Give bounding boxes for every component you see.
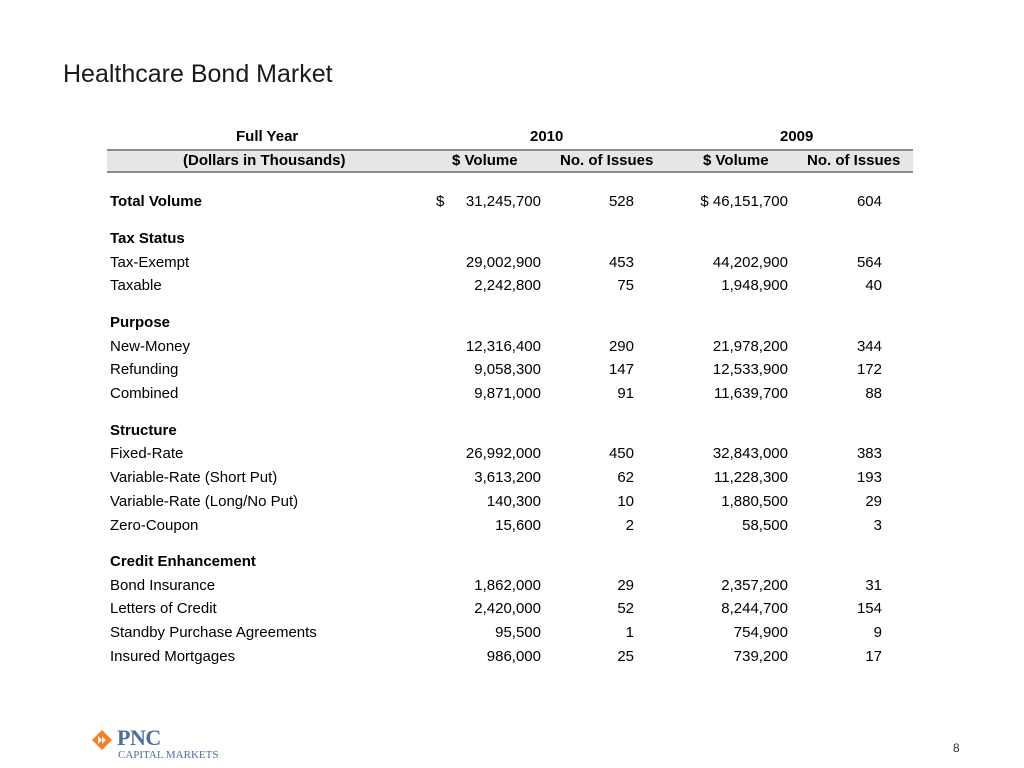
volume-2009: 8,244,700: [721, 600, 788, 617]
row-label: Taxable: [110, 277, 162, 294]
table-row: [0, 624, 1024, 646]
row-label: New-Money: [110, 338, 191, 355]
volume-2010: 12,316,400: [465, 338, 541, 355]
table-row: [0, 445, 1024, 467]
volume-2009: 754,900: [733, 624, 788, 641]
volume-2010: 3,613,200: [474, 469, 541, 486]
header-full-year: Full Year: [236, 128, 299, 145]
page-number: 8: [953, 741, 960, 755]
row-label: Variable-Rate (Long/No Put): [110, 493, 299, 510]
issues-2010: 10: [617, 493, 634, 510]
row-label: Tax-Exempt: [110, 254, 190, 271]
issues-2009: 344: [856, 338, 882, 355]
table-row: [0, 600, 1024, 622]
header-dollars-label: (Dollars in Thousands): [183, 152, 346, 169]
table-row: [0, 517, 1024, 539]
volume-2009: 1,880,500: [721, 493, 788, 510]
issues-2009: 9: [873, 624, 882, 641]
issues-2009: 383: [856, 445, 882, 462]
row-label: Insured Mortgages: [110, 648, 236, 665]
issues-2010: 1: [625, 624, 634, 641]
volume-2009: 739,200: [733, 648, 788, 665]
issues-2010: 52: [617, 600, 634, 617]
issues-2009: 193: [856, 469, 882, 486]
row-label: Combined: [110, 385, 179, 402]
row-label: Standby Purchase Agreements: [110, 624, 317, 641]
section-label: Tax Status: [110, 230, 185, 247]
volume-2010: 1,862,000: [474, 577, 541, 594]
header-year-2009: 2009: [780, 128, 814, 145]
header-year-2010: 2010: [530, 128, 564, 145]
volume-2009: 11,639,700: [714, 385, 788, 402]
section-heading: [0, 314, 1024, 336]
issues-2010: 29: [617, 577, 634, 594]
row-label: Total Volume: [110, 193, 202, 210]
volume-2010: 9,871,000: [474, 385, 541, 402]
pnc-logo-icon: [91, 729, 113, 751]
volume-2010: 2,242,800: [474, 277, 541, 294]
issues-2009: 29: [865, 493, 882, 510]
issues-2010: 453: [608, 254, 634, 271]
logo-name: PNC: [117, 725, 161, 750]
issues-2009: 17: [865, 648, 882, 665]
dollar-sign: $: [436, 193, 445, 210]
volume-2010: 9,058,300: [474, 361, 541, 378]
table-row: [0, 493, 1024, 515]
table-row: [0, 254, 1024, 276]
issues-2009: 154: [856, 600, 882, 617]
table-row: [0, 469, 1024, 491]
row-label: Variable-Rate (Short Put): [110, 469, 278, 486]
issues-2010: 450: [608, 445, 634, 462]
issues-2010: 2: [625, 517, 634, 534]
row-label: Zero-Coupon: [110, 517, 199, 534]
volume-2009: 2,357,200: [721, 577, 788, 594]
issues-2010: 91: [617, 385, 634, 402]
volume-2009: 32,843,000: [712, 445, 788, 462]
issues-2009: 172: [856, 361, 882, 378]
issues-2010: 147: [608, 361, 634, 378]
issues-2010: 528: [608, 193, 634, 210]
table-row: [0, 577, 1024, 599]
page-title: Healthcare Bond Market: [63, 60, 333, 88]
volume-2010: 31,245,700: [465, 193, 541, 210]
header-volume-2009: $ Volume: [703, 152, 769, 169]
table-row: [0, 361, 1024, 383]
issues-2009: 40: [865, 277, 882, 294]
table-row: [0, 193, 1024, 215]
section-label: Structure: [110, 422, 177, 439]
volume-2009: 12,533,900: [712, 361, 788, 378]
section-heading: [0, 230, 1024, 252]
header-issues-2010: No. of Issues: [560, 152, 654, 169]
row-label: Fixed-Rate: [110, 445, 184, 462]
header-issues-2009: No. of Issues: [807, 152, 901, 169]
volume-2010: 986,000: [486, 648, 541, 665]
section-label: Purpose: [110, 314, 171, 331]
volume-2009: 11,228,300: [714, 469, 788, 486]
row-label: Letters of Credit: [110, 600, 217, 617]
row-label: Bond Insurance: [110, 577, 216, 594]
issues-2010: 62: [617, 469, 634, 486]
issues-2009: 564: [856, 254, 882, 271]
volume-2009: $ 46,151,700: [700, 193, 788, 210]
issues-2010: 290: [608, 338, 634, 355]
volume-2010: 95,500: [495, 624, 541, 641]
issues-2010: 25: [617, 648, 634, 665]
issues-2009: 31: [865, 577, 882, 594]
volume-2010: 26,992,000: [465, 445, 541, 462]
header-volume-2010: $ Volume: [452, 152, 518, 169]
volume-2010: 2,420,000: [474, 600, 541, 617]
table-row: [0, 385, 1024, 407]
volume-2010: 29,002,900: [465, 254, 541, 271]
volume-2009: 1,948,900: [721, 277, 788, 294]
logo-subtitle: CAPITAL MARKETS: [118, 749, 219, 761]
table-row: [0, 648, 1024, 670]
table-row: [0, 338, 1024, 360]
volume-2010: 15,600: [495, 517, 541, 534]
issues-2009: 604: [856, 193, 882, 210]
volume-2010: 140,300: [486, 493, 541, 510]
issues-2009: 3: [873, 517, 882, 534]
section-heading: [0, 553, 1024, 575]
section-heading: [0, 422, 1024, 444]
row-label: Refunding: [110, 361, 179, 378]
issues-2010: 75: [617, 277, 634, 294]
volume-2009: 44,202,900: [712, 254, 788, 271]
volume-2009: 21,978,200: [712, 338, 788, 355]
section-label: Credit Enhancement: [110, 553, 256, 570]
issues-2009: 88: [865, 385, 882, 402]
volume-2009: 58,500: [742, 517, 788, 534]
table-row: [0, 277, 1024, 299]
